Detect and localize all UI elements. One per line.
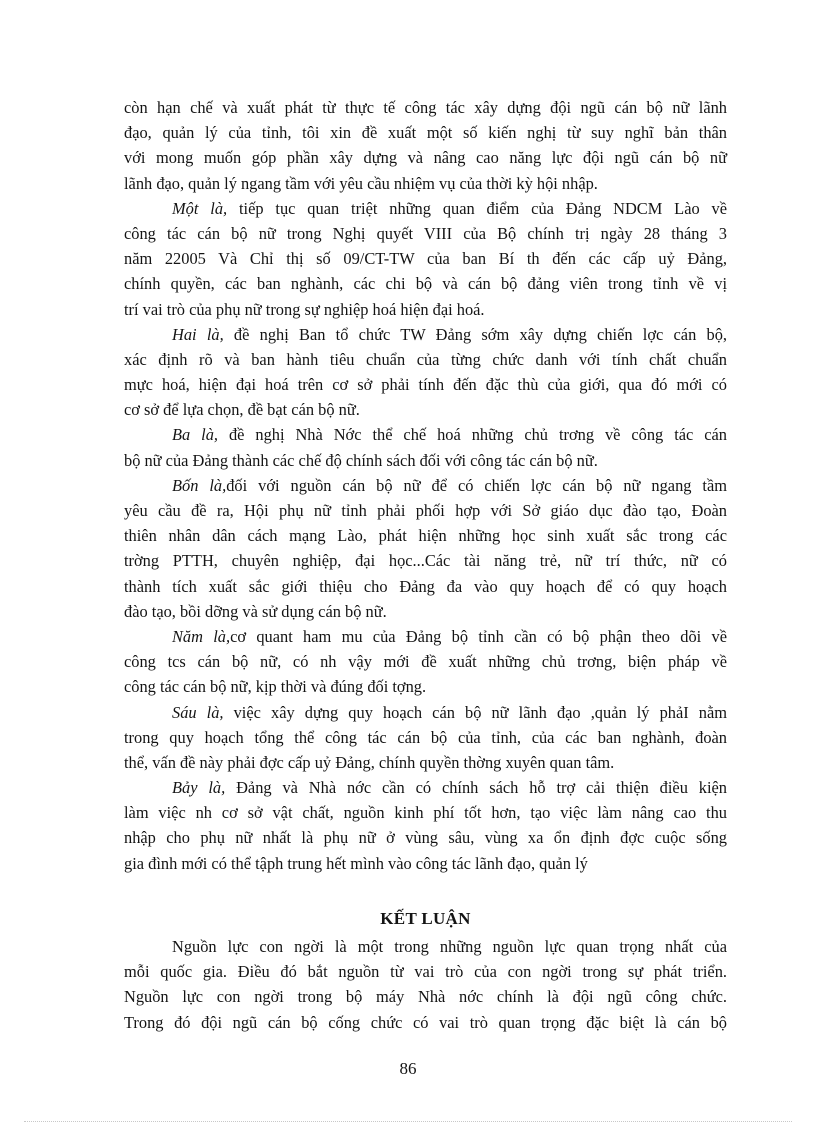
conclusion-line: Nguồn lực con ngời trong bộ máy Nhà nớc chính là đội ngũ công chức.	[124, 987, 727, 1007]
paragraph-line	[124, 700, 727, 725]
paragraph-line: trí vai trò của phụ nữ trong sự nghiệp hoá hiện đại hoá.	[124, 299, 485, 319]
paragraph-line: thành tích xuất sắc giới thiệu cho Đảng đa vào quy hoạch để có quy hoạch	[124, 576, 727, 596]
paragraph-lead: Một là,	[172, 198, 228, 218]
paragraph-line-text: đề nghị Ban tổ chức TW Đảng sớm xây dựng chiến lợc cán bộ,	[223, 324, 728, 344]
paragraph-line: đào tạo, bồi dỡng và sử dụng cán bộ nữ.	[124, 601, 387, 621]
paragraph-line: gia đình mới có thể tậph trung hết mình vào công tác lãnh đạo, quản lý	[124, 853, 588, 873]
paragraph-line-text: việc xây dựng quy hoạch cán bộ nữ lãnh đạo ,quản lý phảI nằm	[223, 702, 728, 722]
paragraph-line: thể, vấn đề này phải đợc cấp uỷ Đảng, chính quyền thờng xuyên quan tâm.	[124, 752, 615, 772]
page-bottom-rule	[24, 1121, 792, 1122]
conclusion-heading: KẾT LUẬN	[380, 909, 471, 928]
paragraph-line: chính quyền, các ban nghành, các chi bộ và cán bộ đảng viên trong tỉnh về vị	[124, 274, 727, 294]
paragraph	[124, 473, 727, 624]
paragraph	[124, 775, 727, 876]
paragraph-line: cơ sở để lựa chọn, đề bạt cán bộ nữ.	[124, 400, 360, 420]
paragraph-line: năm 22005 Và Chỉ thị số 09/CT-TW của ban Bí th đến các cấp uỷ Đảng,	[124, 249, 727, 269]
paragraph	[124, 700, 727, 776]
paragraph-line: nhập cho phụ nữ nhất là phụ nữ ở vùng sâu, vùng xa ổn định đợc cuộc sống	[124, 828, 727, 848]
conclusion-line: mỗi quốc gia. Điều đó bắt nguồn từ vai trò của con ngời trong sự phát triển.	[124, 962, 727, 982]
body-text	[124, 95, 727, 876]
paragraph-line: công tác cán bộ nữ, kịp thời và đúng đối tợng.	[124, 677, 427, 697]
paragraph-line: đạo, quản lý của tỉnh, tôi xin đề xuất một số kiến nghị từ suy nghĩ bản thân	[124, 123, 727, 143]
paragraph	[124, 322, 727, 423]
paragraph-line: bộ nữ của Đảng thành các chế độ chính sách đối với công tác cán bộ nữ.	[124, 450, 598, 470]
paragraph	[124, 422, 727, 472]
paragraph	[124, 95, 727, 196]
paragraph-line-text: cơ quant ham mu của Đảng bộ tỉnh cần có bộ phận theo dõi về	[230, 626, 727, 646]
conclusion-line: Trong đó đội ngũ cán bộ cống chức có vai trò quan trọng đặc biệt là cán bộ	[124, 1012, 727, 1032]
paragraph-lead: Sáu là,	[172, 702, 224, 722]
paragraph-line	[124, 322, 727, 347]
paragraph-line: mực hoá, hiện đại hoá trên cơ sở phải tính đến đặc thù của giới, qua đó mới có	[124, 375, 727, 395]
paragraph-line: với mong muốn góp phần xây dựng và nâng cao năng lực đội ngũ cán bộ nữ	[124, 148, 727, 168]
paragraph-line-text: đề nghị Nhà Nớc thể chế hoá những chủ trơng về công tác cán	[218, 425, 727, 445]
paragraph-line	[124, 196, 727, 221]
conclusion-text	[124, 934, 727, 1035]
paragraph-line: còn hạn chế và xuất phát từ thực tế công tác xây dựng đội ngũ cán bộ nữ lãnh	[124, 98, 727, 117]
paragraph	[124, 624, 727, 700]
paragraph-lead: Năm là,	[172, 626, 231, 646]
paragraph-lead: Bảy là,	[172, 778, 226, 798]
page-number: 86	[399, 1059, 417, 1078]
paragraph-lead: Ba là,	[172, 425, 219, 445]
paragraph-line: thiên nhân dân cách mạng Lào, phát hiện những học sinh xuất sắc trong các	[124, 526, 727, 546]
paragraph-line	[124, 422, 727, 447]
paragraph-line: lãnh đạo, quản lý ngang tầm với yêu cầu nhiệm vụ của thời kỳ hội nhập.	[124, 173, 598, 193]
paragraph-line: xác định rõ và ban hành tiêu chuẩn của từng chức danh với tính chất chuẩn	[124, 349, 727, 369]
paragraph-line-text: đối với nguồn cán bộ nữ để có chiến lợc cán bộ nữ ngang tầm	[226, 475, 727, 495]
paragraph-lead: Bốn là,	[172, 475, 227, 495]
paragraph-line: yêu cầu đề ra, Hội phụ nữ tỉnh phải phối hợp với Sở giáo dục đào tạo, Đoàn	[124, 501, 727, 520]
paragraph-line-text: Đảng và Nhà nớc cần có chính sách hỗ trợ cải thiện điều kiện	[225, 778, 727, 798]
paragraph-line: làm việc nh cơ sở vật chất, nguồn kinh phí tốt hơn, tạo việc làm nâng cao thu	[124, 803, 727, 823]
paragraph-line	[124, 624, 727, 649]
paragraph-line	[124, 775, 727, 800]
paragraph-line: công tác cán bộ nữ trong Nghị quyết VIII của Bộ chính trị ngày 28 tháng 3	[124, 223, 727, 243]
paragraph-lead: Hai là,	[172, 324, 224, 344]
paragraph-line: công tcs cán bộ nữ, có nh vậy mới đề xuất những chủ trơng, biện pháp về	[124, 652, 727, 672]
paragraph-line-text: tiếp tục quan triệt những quan điểm của Đảng NDCM Lào về	[227, 198, 727, 218]
paragraph-line: trờng PTTH, chuyên nghiệp, đại học...Các tài năng trẻ, nữ trí thức, nữ có	[124, 551, 727, 571]
paragraph-line	[124, 473, 727, 498]
paragraph	[124, 196, 727, 322]
paragraph-line: trong quy hoạch tổng thể công tác cán bộ của tỉnh, của các ban nghành, đoàn	[124, 727, 727, 747]
conclusion-line: Nguồn lực con ngời là một trong những nguồn lực quan trọng nhất của	[172, 937, 727, 956]
